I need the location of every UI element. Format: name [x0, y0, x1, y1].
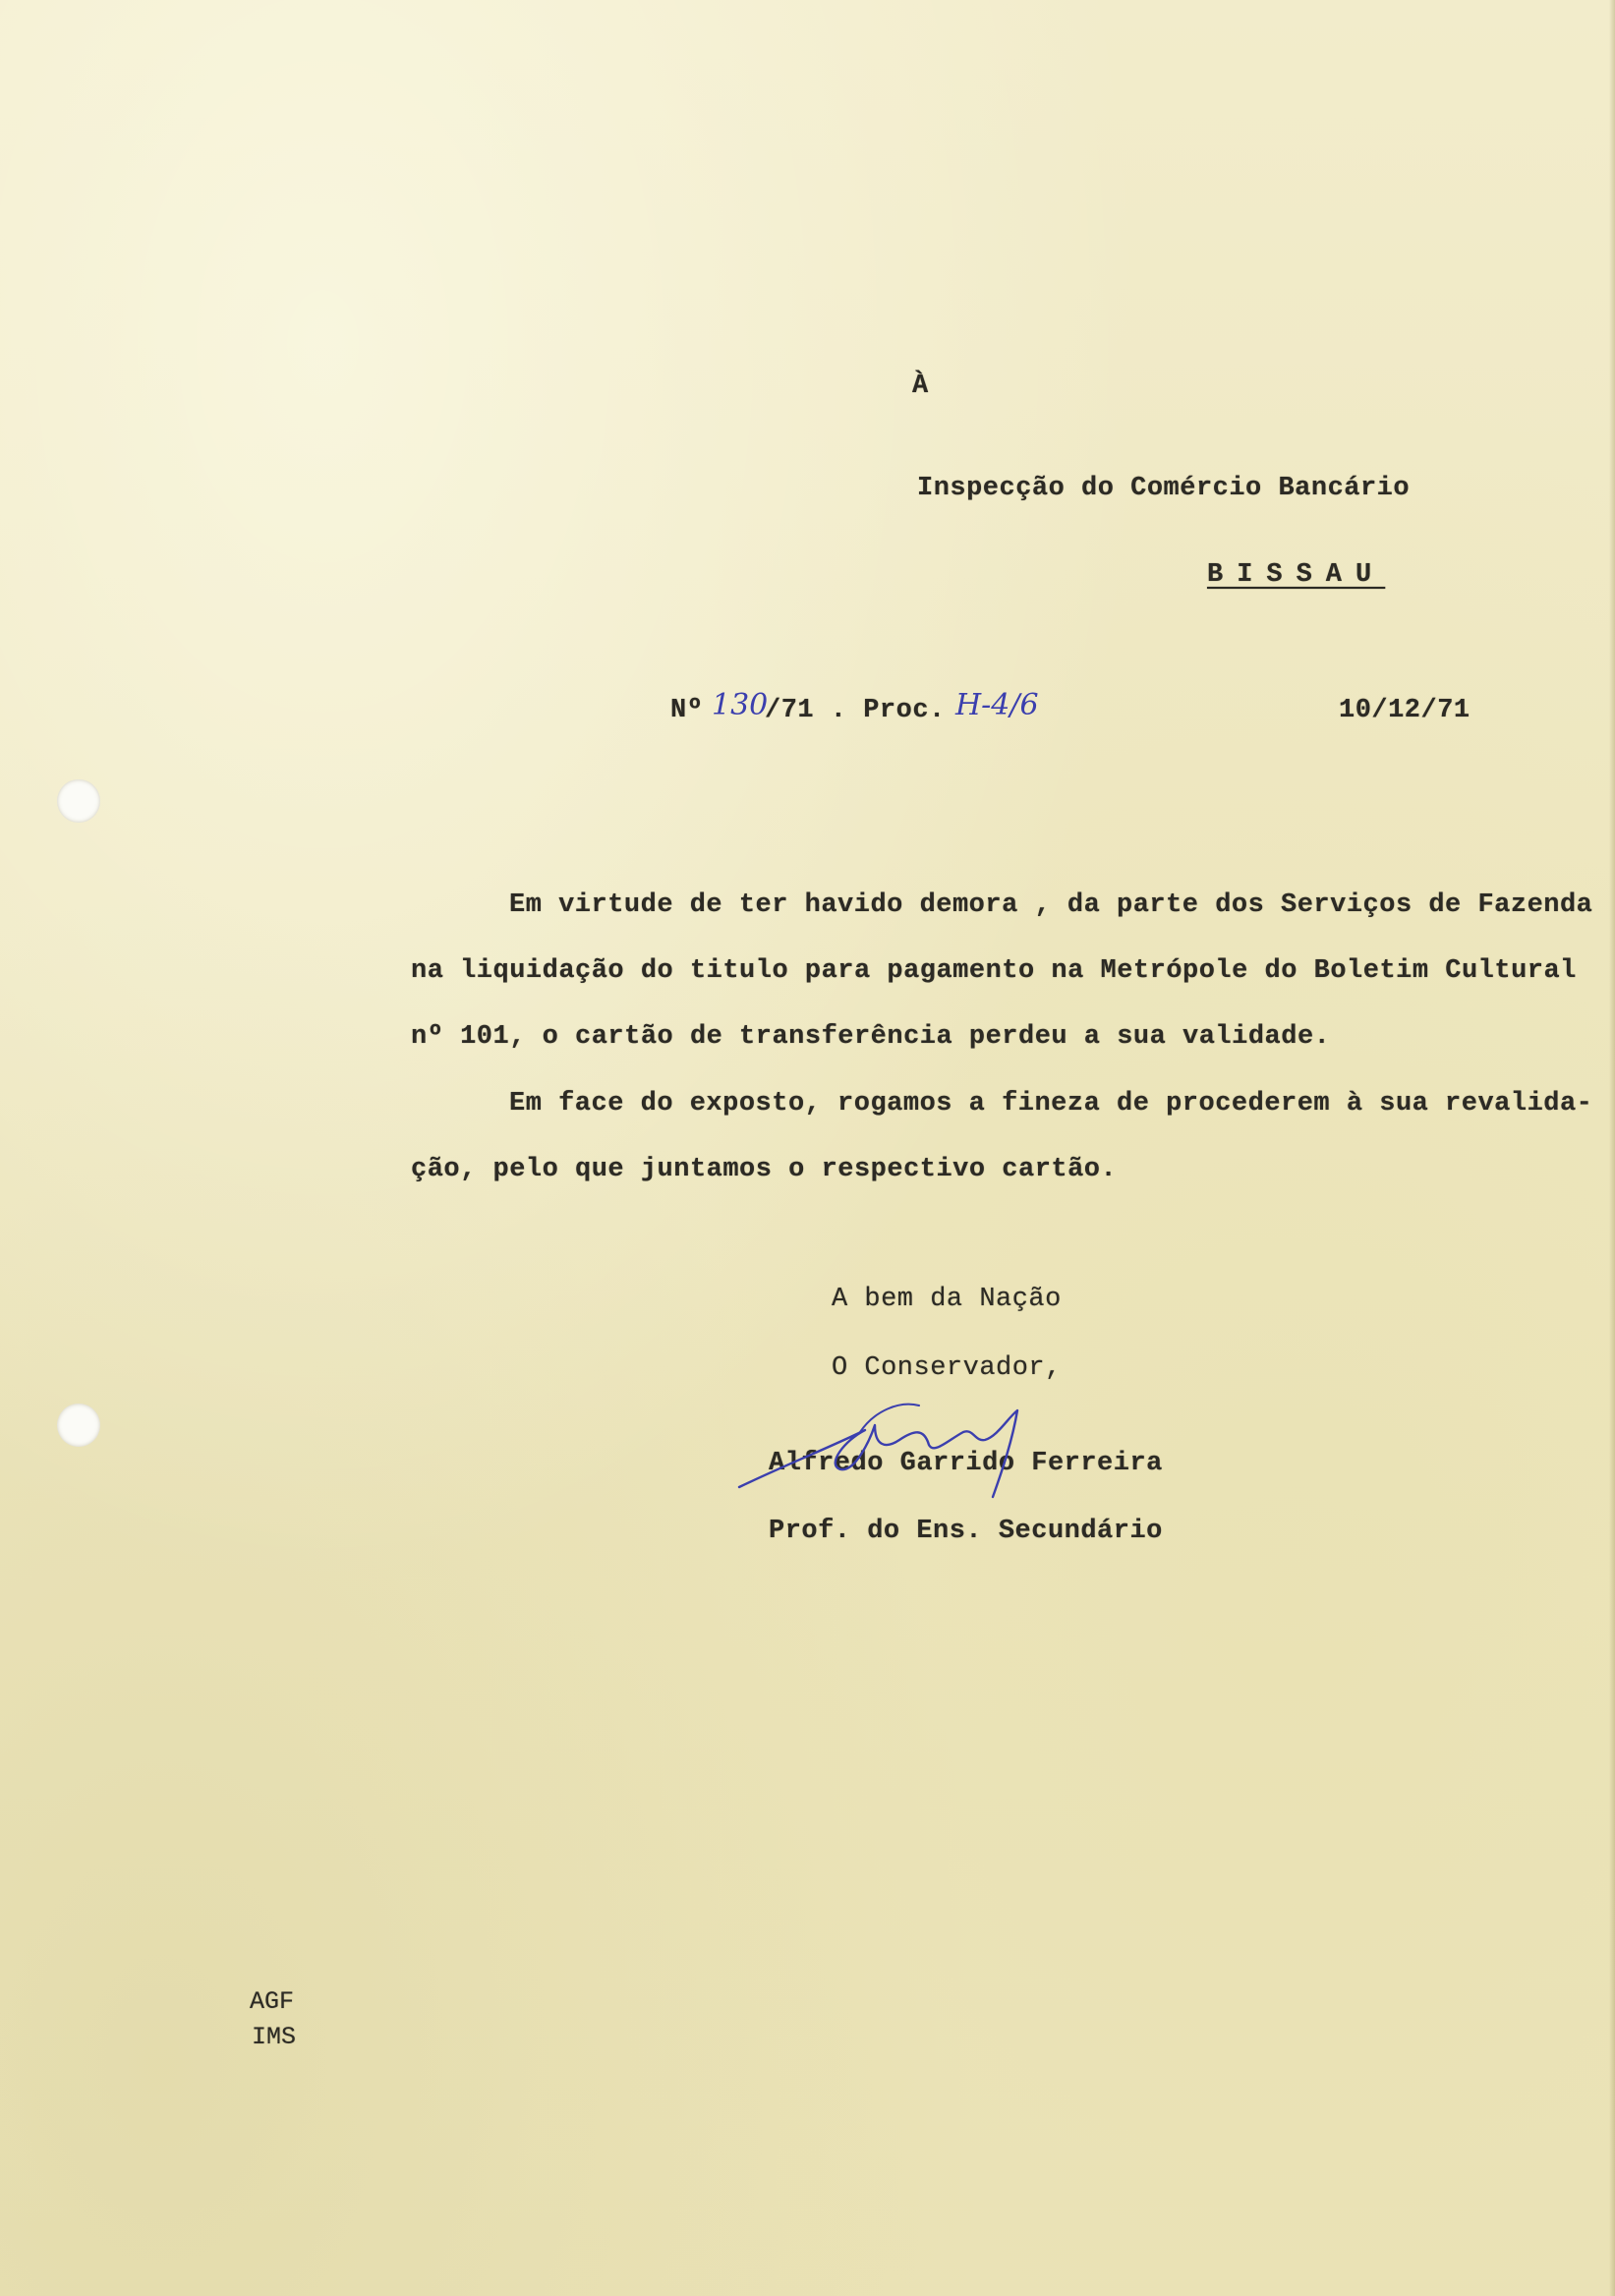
- initials-line-1: AGF: [250, 1987, 295, 2016]
- signatory-position: Prof. do Ens. Secundário: [769, 1517, 1163, 1546]
- punch-hole-bottom: [57, 1404, 100, 1447]
- closing-title: O Conservador,: [832, 1353, 1062, 1383]
- addressee-city: BISSAU: [1207, 560, 1386, 590]
- addressee-name: Inspecção do Comércio Bancário: [917, 474, 1411, 503]
- initials-line-2: IMS: [252, 2023, 297, 2051]
- signature-mark: [727, 1371, 1101, 1499]
- punch-hole-top: [57, 779, 100, 823]
- addressee-prefix: À: [912, 372, 929, 401]
- reference-number-handwritten: 130: [712, 688, 769, 722]
- paper-edge-shadow: [1609, 0, 1615, 2296]
- reference-number-prefix: Nº: [670, 696, 704, 725]
- reference-date: 10/12/71: [1339, 696, 1471, 725]
- body-paragraph-2-line-1: Em face do exposto, rogamos a fineza de procederem à sua revalida-: [509, 1089, 1593, 1119]
- reference-number-suffix: /71 . Proc.: [765, 696, 946, 725]
- body-paragraph-1-line-2: na liquidação do titulo para pagamento na Metrópole do Boletim Cultural: [411, 956, 1577, 986]
- reference-process-handwritten: H-4/6: [955, 688, 1039, 722]
- body-paragraph-1-line-3: nº 101, o cartão de transferência perdeu a sua validade.: [411, 1022, 1331, 1052]
- body-paragraph-1-line-1: Em virtude de ter havido demora , da parte dos Serviços de Fazenda: [509, 890, 1593, 920]
- closing-salutation: A bem da Nação: [832, 1285, 1062, 1314]
- body-paragraph-2-line-2: ção, pelo que juntamos o respectivo cartão.: [411, 1155, 1118, 1184]
- signatory-name: Alfredo Garrido Ferreira: [769, 1449, 1163, 1478]
